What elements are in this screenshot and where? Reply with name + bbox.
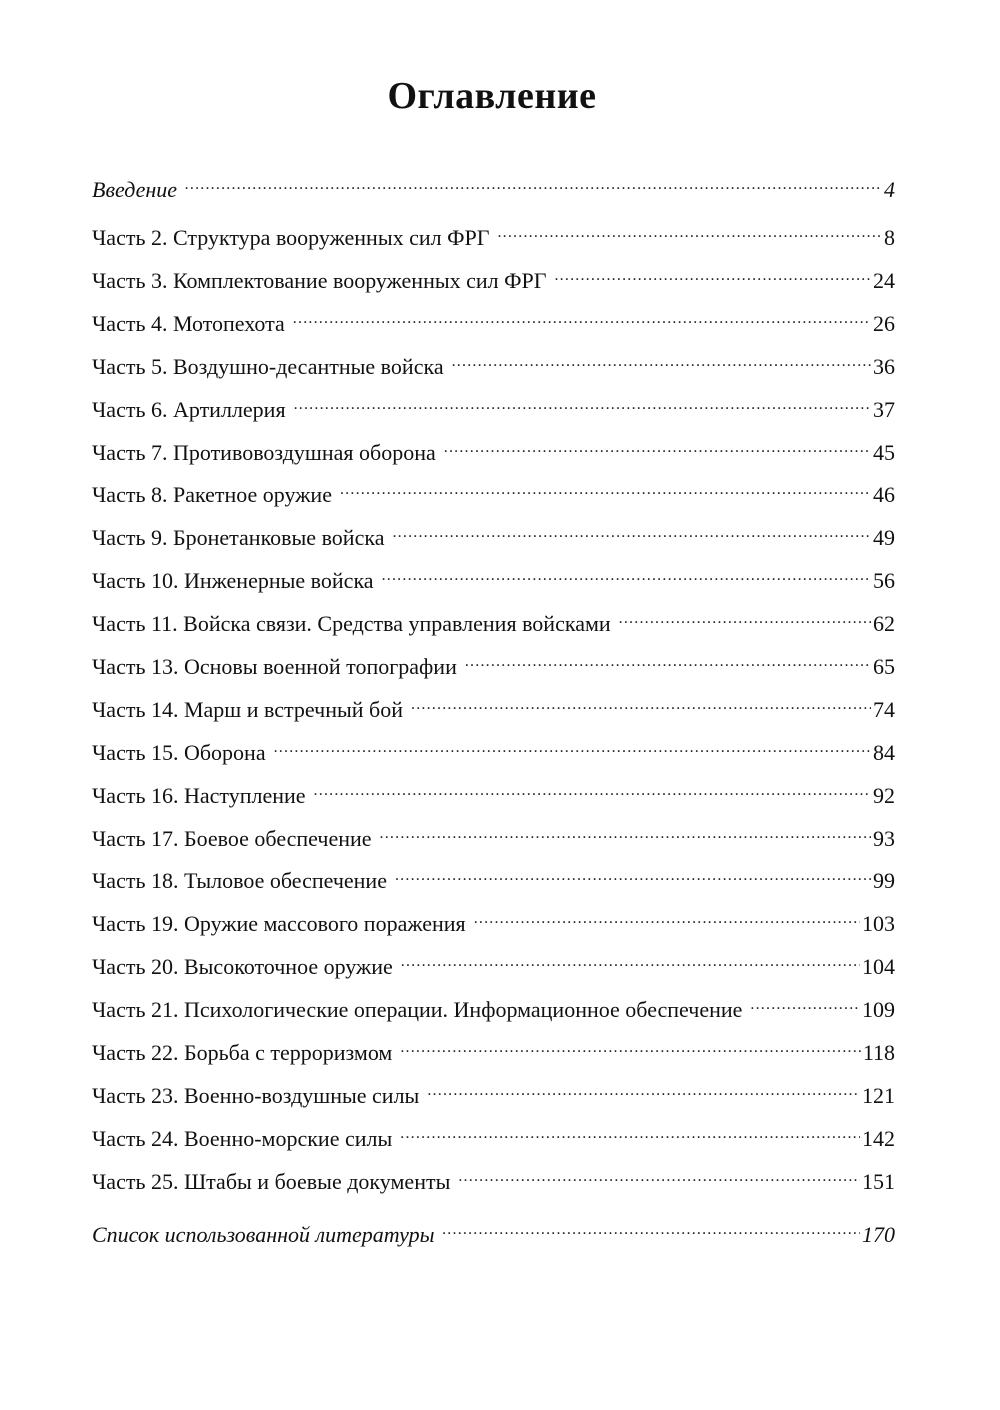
toc-dot-leader bbox=[293, 299, 871, 331]
toc-entry-title: Список использованной литературы bbox=[92, 1222, 435, 1247]
toc-entry bbox=[92, 213, 895, 250]
toc-entry-title: Часть 20. Высокоточное оружие bbox=[92, 954, 393, 979]
toc-entry bbox=[92, 513, 895, 550]
toc-entry-title: Часть 14. Марш и встречный бой bbox=[92, 697, 403, 722]
toc-entry bbox=[92, 1071, 895, 1108]
toc-entry-page-number: 24 bbox=[873, 268, 895, 293]
toc-entry-page-number: 109 bbox=[862, 997, 895, 1022]
toc-entry bbox=[92, 685, 895, 722]
toc-dot-leader bbox=[750, 985, 860, 1017]
toc-dot-leader bbox=[314, 771, 871, 803]
toc-entry bbox=[92, 299, 895, 336]
toc-entry-title: Часть 9. Бронетанковые войска bbox=[92, 525, 385, 550]
toc-dot-leader bbox=[400, 1114, 860, 1146]
toc-dot-leader bbox=[465, 642, 871, 674]
toc-entry-title: Часть 10. Инженерные войска bbox=[92, 568, 374, 593]
toc-dot-leader bbox=[497, 213, 882, 245]
toc-entry bbox=[92, 165, 895, 202]
toc-entry-title: Часть 15. Оборона bbox=[92, 740, 266, 765]
toc-entry-page-number: 26 bbox=[873, 311, 895, 336]
toc-entry-page-number: 45 bbox=[873, 440, 895, 465]
toc-entry-title: Часть 7. Противовоздушная оборона bbox=[92, 440, 436, 465]
toc-entry-page-number: 62 bbox=[873, 611, 895, 636]
toc-dot-leader bbox=[401, 942, 860, 974]
toc-entry-title: Часть 17. Боевое обеспечение bbox=[92, 826, 372, 851]
toc-entry-title: Часть 18. Тыловое обеспечение bbox=[92, 868, 387, 893]
toc-entry-page-number: 84 bbox=[873, 740, 895, 765]
toc-entry-title: Часть 19. Оружие массового поражения bbox=[92, 911, 466, 936]
toc-entry-title: Часть 22. Борьба с терроризмом bbox=[92, 1040, 393, 1065]
toc-entry-page-number: 93 bbox=[873, 826, 895, 851]
toc-dot-leader bbox=[400, 1028, 860, 1060]
toc-entry-page-number: 103 bbox=[862, 911, 895, 936]
toc-entry bbox=[92, 856, 895, 893]
toc-entry bbox=[92, 728, 895, 765]
toc-dot-leader bbox=[395, 856, 871, 888]
toc-entry-title: Часть 5. Воздушно-десантные войска bbox=[92, 354, 444, 379]
toc-dot-leader bbox=[452, 342, 871, 374]
toc-entry bbox=[92, 814, 895, 851]
toc-entry-title: Часть 4. Мотопехота bbox=[92, 311, 285, 336]
toc-dot-leader bbox=[474, 899, 860, 931]
toc-entry bbox=[92, 771, 895, 808]
toc-entry-page-number: 65 bbox=[873, 654, 895, 679]
toc-dot-leader bbox=[444, 428, 871, 460]
toc-entry bbox=[92, 942, 895, 979]
toc-dot-leader bbox=[442, 1210, 860, 1242]
toc-entry-title: Часть 23. Военно-воздушные силы bbox=[92, 1083, 420, 1108]
toc-entry-title: Часть 13. Основы военной топографии bbox=[92, 654, 457, 679]
toc-entry-page-number: 4 bbox=[884, 177, 895, 202]
toc-entry bbox=[92, 1210, 895, 1247]
toc-entry-title: Часть 25. Штабы и боевые документы bbox=[92, 1169, 451, 1194]
toc-entry-title: Часть 2. Структура вооруженных сил ФРГ bbox=[92, 225, 490, 250]
toc-entry-page-number: 151 bbox=[862, 1169, 895, 1194]
toc-entry-page-number: 92 bbox=[873, 783, 895, 808]
toc-entry-title: Часть 16. Наступление bbox=[92, 783, 306, 808]
toc-dot-leader bbox=[392, 513, 871, 545]
toc-entry bbox=[92, 256, 895, 293]
toc-dot-leader bbox=[382, 556, 871, 588]
toc-entry-title: Часть 8. Ракетное оружие bbox=[92, 482, 332, 507]
toc-entry bbox=[92, 1157, 895, 1194]
toc-entry-title: Часть 6. Артиллерия bbox=[92, 397, 286, 422]
toc-dot-leader bbox=[458, 1157, 860, 1189]
toc-entry bbox=[92, 556, 895, 593]
toc-entry-page-number: 99 bbox=[873, 868, 895, 893]
toc-entry bbox=[92, 428, 895, 465]
toc-entry-page-number: 170 bbox=[862, 1222, 895, 1247]
toc-entry bbox=[92, 985, 895, 1022]
toc-entry-title: Часть 3. Комплектование вооруженных сил ФРГ bbox=[92, 268, 547, 293]
toc-entry-page-number: 37 bbox=[873, 397, 895, 422]
toc-entry-title: Часть 21. Психологические операции. Информационное обеспечение bbox=[92, 997, 743, 1022]
toc-entry-page-number: 36 bbox=[873, 354, 895, 379]
toc-dot-leader bbox=[294, 385, 871, 417]
toc-entry bbox=[92, 470, 895, 507]
toc-entry-title: Часть 24. Военно-морские силы bbox=[92, 1126, 393, 1151]
toc-entry bbox=[92, 642, 895, 679]
toc-entry bbox=[92, 1028, 895, 1065]
toc-entry-page-number: 56 bbox=[873, 568, 895, 593]
toc-entry-page-number: 142 bbox=[862, 1126, 895, 1151]
toc-entry bbox=[92, 599, 895, 636]
toc-entry bbox=[92, 342, 895, 379]
toc-entry bbox=[92, 385, 895, 422]
toc-entry-title: Часть 11. Войска связи. Средства управления войсками bbox=[92, 611, 611, 636]
toc-entry bbox=[92, 1114, 895, 1151]
toc-entry-title: Введение bbox=[92, 177, 178, 202]
toc-dot-leader bbox=[185, 165, 882, 197]
toc-entry-page-number: 8 bbox=[884, 225, 895, 250]
toc-entry-page-number: 118 bbox=[862, 1040, 895, 1065]
toc-entry-page-number: 74 bbox=[873, 697, 895, 722]
toc-entry bbox=[92, 899, 895, 936]
toc-entry-page-number: 46 bbox=[873, 482, 895, 507]
toc-dot-leader bbox=[619, 599, 871, 631]
toc-dot-leader bbox=[380, 814, 871, 846]
toc-dot-leader bbox=[411, 685, 871, 717]
toc-entry-page-number: 104 bbox=[862, 954, 895, 979]
toc-dot-leader bbox=[554, 256, 871, 288]
toc-entry-page-number: 121 bbox=[862, 1083, 895, 1108]
toc-dot-leader bbox=[427, 1071, 860, 1103]
toc-dot-leader bbox=[274, 728, 871, 760]
page-title: Оглавление bbox=[387, 75, 597, 117]
toc-entry-page-number: 49 bbox=[873, 525, 895, 550]
toc-dot-leader bbox=[340, 470, 871, 502]
